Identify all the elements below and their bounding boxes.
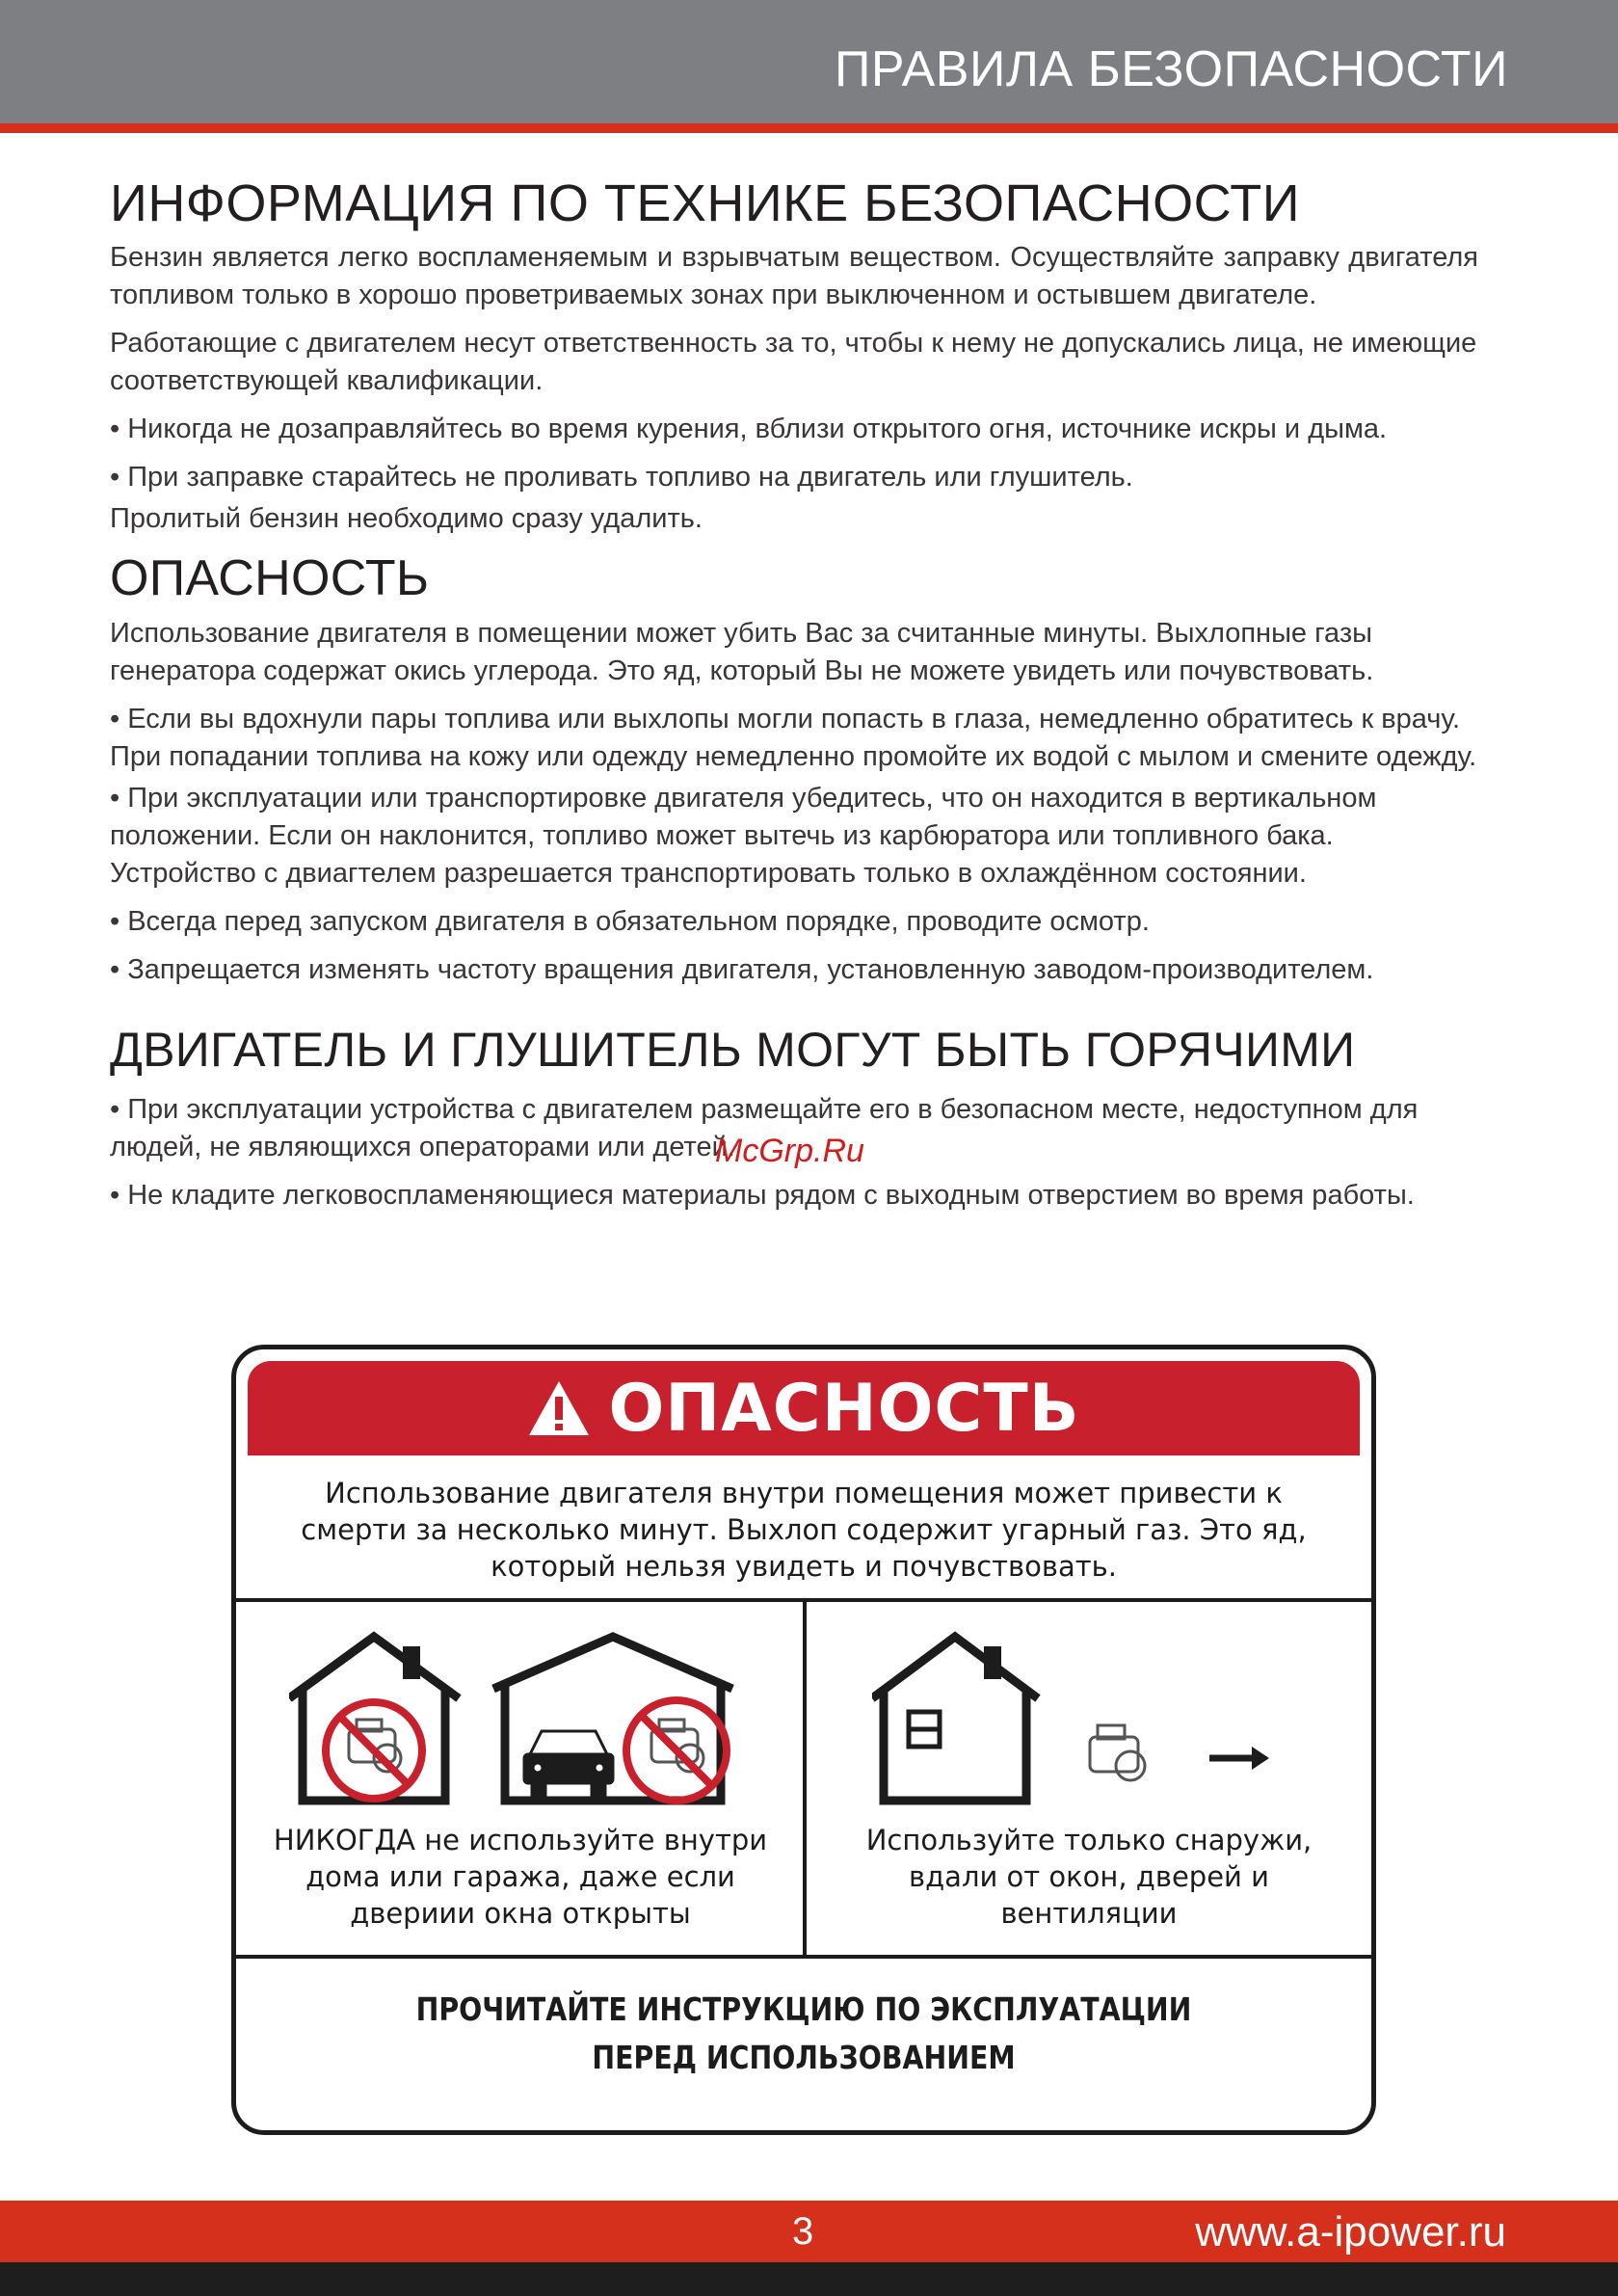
bullet-paragraph: • Запрещается изменять частоту вращения двигателя, установленную заводом-производителем. <box>110 954 1374 985</box>
paragraph: Работающие с двигателем несут ответственность за то, чтобы к нему не допускались лица, не имеющие соответствующей квалификации. <box>110 328 1477 396</box>
bullet-paragraph: • При эксплуатации или транспортировке двигателя убедитесь, что он находится в вертикальном положении. Если он наклонится, топливо может вытечь из карбюратора или топливного бака. Устройство с двиагтелем разрешается транспортировать только в охлаждённом состоянии. <box>110 783 1377 889</box>
header-accent-stripe <box>0 123 1618 133</box>
watermark: McGrp.Ru <box>715 1133 864 1169</box>
bullet-paragraph: • При заправке старайтесь не проливать топливо на двигатель или глушитель. <box>110 462 1133 493</box>
bullet-paragraph: • Не кладите легковоспламеняющиеся материалы рядом с выходным отверстием во время работы. <box>110 1180 1415 1211</box>
read-manual-notice <box>349 1986 1259 2082</box>
bullet-paragraph: • Если вы вдохнули пары топлива или выхлопы могли попасть в глаза, немедленно обратитесь к врачу. При попадании топлива на кожу или одежду немедленно промойте их водой с мылом и смените одежду. <box>110 704 1477 772</box>
bullet-paragraph: • При эксплуатации устройства с двигателем размещайте его в безопасном месте, недоступном для людей, не являющихся операторами или детей. <box>110 1094 1419 1162</box>
section-title-hot-engine: ДВИГАТЕЛЬ И ГЛУШИТЕЛЬ МОГУТ БЫТЬ ГОРЯЧИМИ <box>110 1023 1356 1077</box>
footer-dark-strip <box>0 2262 1618 2296</box>
section-title-danger: ОПАСНОСТЬ <box>110 550 430 606</box>
paragraph: Пролитый бензин необходимо сразу удалить. <box>110 503 703 534</box>
section-title-safety-info: ИНФОРМАЦИЯ ПО ТЕХНИКЕ БЕЗОПАСНОСТИ <box>110 174 1301 232</box>
website-url: www.a-ipower.ru <box>1195 2208 1506 2256</box>
danger-sign <box>231 1345 1376 2135</box>
divider <box>803 1598 807 1957</box>
read-manual-line2: ПЕРЕД ИСПОЛЬЗОВАНИЕМ <box>592 2039 1016 2076</box>
paragraph: Бензин является легко воспламеняемым и взрывчатым веществом. Осуществляйте заправку двигателя топливом только в хорошо проветриваемых зонах при выключенном и остывшем двигателе. <box>110 242 1478 310</box>
danger-sign-header <box>248 1361 1360 1455</box>
warning-triangle-icon <box>527 1379 591 1437</box>
danger-sign-description: Использование двигателя внутри помещения может привести к смерти за несколько минут. Выхлоп содержит угарный газ. Это яд, который нельзя увидеть и почувствовать. <box>301 1477 1307 1583</box>
paragraph: Использование двигателя в помещении может убить Вас за считанные минуты. Выхлопные газы генератора содержат окись углерода. Это яд, который Вы не можете увидеть или почувствовать. <box>110 618 1374 686</box>
prohibited-indoor-use-icon <box>289 1629 790 1812</box>
header-title: ПРАВИЛА БЕЗОПАСНОСТИ <box>835 41 1508 97</box>
page-content <box>110 164 1478 1225</box>
outdoor-use-only-icon <box>872 1629 1296 1812</box>
bullet-paragraph: • Никогда не дозаправляйтесь во время курения, вблизи открытого огня, источнике искры и дыма. <box>110 414 1388 444</box>
outdoor-instruction-text: Используйте только снаружи, вдали от окон, дверей и вентиляции <box>865 1824 1313 1930</box>
page-number: 3 <box>792 2210 814 2253</box>
read-manual-line1: ПРОЧИТАЙТЕ ИНСТРУКЦИЮ ПО ЭКСПЛУАТАЦИИ <box>415 1990 1192 2028</box>
danger-sign-title: ОПАСНОСТЬ <box>608 1370 1080 1447</box>
bullet-paragraph: • Всегда перед запуском двигателя в обязательном порядке, проводите осмотр. <box>110 906 1150 937</box>
divider <box>236 1955 1371 1959</box>
indoor-warning-text: НИКОГДА не используйте внутри дома или гаража, даже если двериии окна открыты <box>273 1824 768 1930</box>
